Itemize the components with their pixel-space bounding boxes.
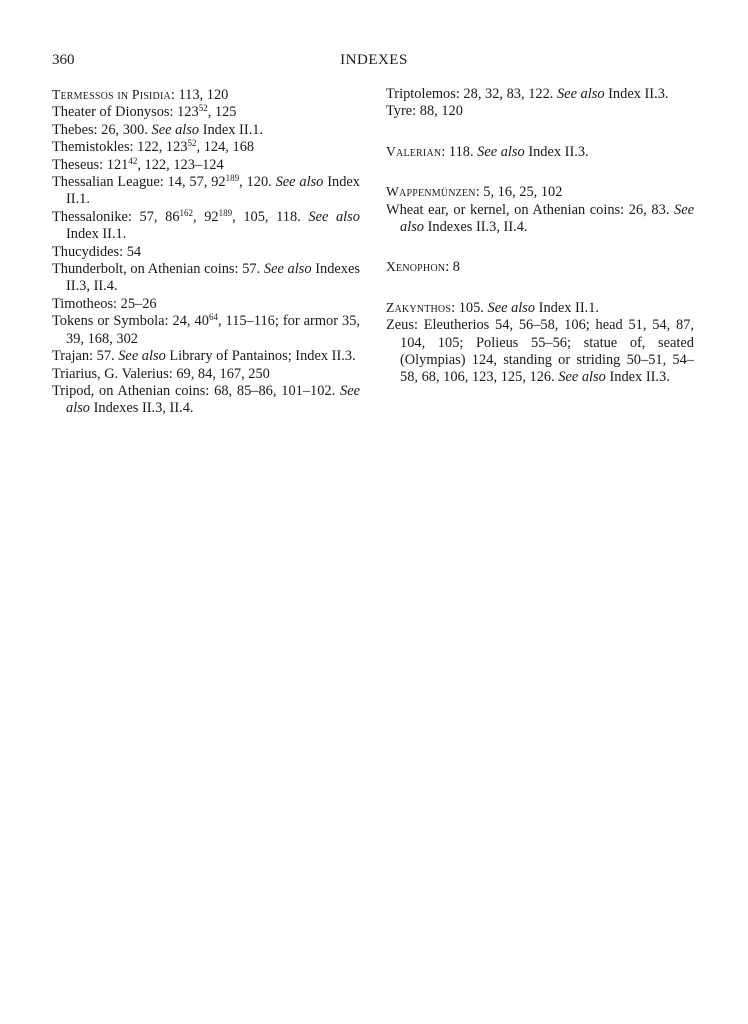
index-entry: Thessalonike: 57, $86^{162}$, $92^{189}$, 105, 118. See also Index II.1. [52,207,360,243]
index-entry: Thunderbolt, on Athenian coins: 57. See also Indexes II.3, II.4. [52,261,360,295]
index-entry: Zeus: Eleutherios 54, 56–58, 106; head 51, 54, 87, 104, 105; Polieus 55–56; statue of, seated (Olympias) 124, standing or striding 50–51, 54–58, 68, 106, 123, 125, 126. See also Index II.3. [386,317,694,386]
index-entry: Triptolemos: 28, 32, 83, 122. See also Index II.3. [386,86,669,102]
index-entry: Tyre: 88, 120 [386,103,463,120]
index-entry: Theater of Dionysos: $123^{52}$, 125 [52,103,237,121]
index-entry: Wappenmünzen: 5, 16, 25, 102 [386,184,563,201]
running-head: INDEXES [340,52,408,68]
index-entry: Termessos in Pisidia: 113, 120 [52,87,229,103]
index-entry: Themistokles: 122, $123^{52}$, 124, 168 [52,138,255,156]
page-header [52,52,696,72]
index-entry: Thessalian League: 14, 57, $92^{189}$, 120. See also Index II.1. [52,173,360,208]
index-entry: Tripod, on Athenian coins: 68, 85–86, 101–102. See also Indexes II.3, II.4. [52,382,360,417]
index-column-left [52,86,360,418]
index-column-right [386,86,694,387]
page-number: 360 [52,52,75,68]
index-entry: Valerian: 118. See also Index II.3. [386,143,589,160]
index-entry: Tokens or Symbola: 24, $40^{64}$, 115–116; for armor 35, 39, 168, 302 [52,312,360,347]
index-entry: Thebes: 26, 300. See also Index II.1. [52,121,264,138]
index-entry: Thucydides: 54 [52,243,142,260]
index-entry: Triarius, G. Valerius: 69, 84, 167, 250 [52,365,270,382]
index-entry: Timotheos: 25–26 [52,295,157,312]
index-entry: Xenophon: 8 [386,259,460,276]
index-entry: Theseus: $121^{42}$, 122, 123–124 [52,155,224,173]
index-entry: Wheat ear, or kernel, on Athenian coins: 26, 83. See also Indexes II.3, II.4. [386,201,694,236]
index-entry: Zakynthos: 105. See also Index II.1. [386,299,599,316]
index-entry: Trajan: 57. See also Library of Pantainos; Index II.3. [52,348,356,365]
